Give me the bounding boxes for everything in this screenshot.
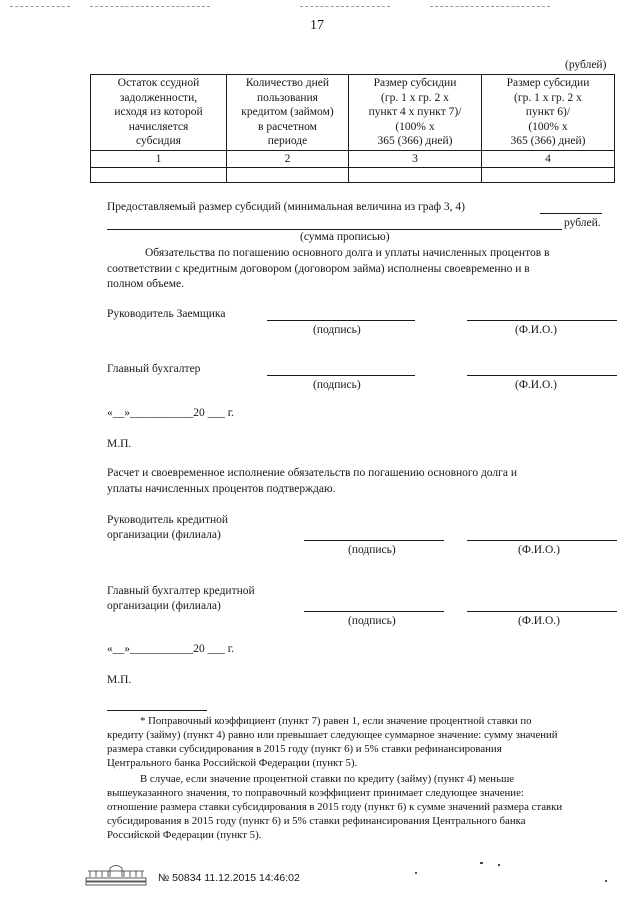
confirmation-text: уплаты начисленных процентов подтверждаю. (107, 483, 336, 495)
footnote-text: размера ставки субсидирования в 2015 году (пункт 6) и 5% ставки рефинансирования (107, 743, 502, 755)
page-number: 17 (310, 18, 324, 33)
footnote-text: кредиту (займу) (пункт 4) равно или превышает следующее суммарное значение: сумму значений (107, 729, 558, 741)
signature-caption: (подпись) (348, 615, 396, 627)
rubles-suffix: рублей. (564, 217, 601, 229)
scan-artifact (480, 862, 483, 864)
seal-label: М.П. (107, 438, 132, 450)
bank-accountant-fio-field[interactable] (467, 611, 617, 612)
scan-artifact (90, 6, 210, 7)
fio-caption: (Ф.И.О.) (515, 379, 557, 391)
table-cell: 3 (349, 150, 482, 168)
scan-artifact (300, 6, 390, 7)
footnote-text: вышеуказанного значения, то поправочный коэффициент принимает следующее значение: (107, 787, 524, 799)
fio-caption: (Ф.И.О.) (518, 615, 560, 627)
obligations-text: соответствии с кредитным договором (договором займа) исполнены своевременно и в (107, 263, 530, 275)
borrower-head-fio-field[interactable] (467, 320, 617, 321)
table-header-cell: Остаток ссудной задолженности, исходя из которой начисляется субсидия (91, 75, 227, 151)
table-cell (227, 168, 349, 183)
table-cell (349, 168, 482, 183)
footnote-text: отношение размера ставки субсидирования в 2015 году (пункт 6) к сумме значений размера ставки (107, 801, 563, 813)
seal-label: М.П. (107, 674, 132, 686)
footnote-text: В случае, если значение процентной ставки по кредиту (займу) (пункт 4) меньше (140, 773, 515, 785)
footnote-text: субсидирования в 2015 году (пункт 6) и 5% ставки рефинансирования Центрального банка (107, 815, 526, 827)
date-line: «__»___________20 ___ г. (107, 407, 235, 419)
bank-accountant-label: организации (филиала) (107, 600, 221, 612)
table-number-row (91, 150, 615, 168)
footnote-text: Центрального банка Российской Федерации (пункт 5). (107, 757, 358, 769)
scan-artifact (430, 6, 550, 7)
signature-caption: (подпись) (313, 324, 361, 336)
fio-caption: (Ф.И.О.) (515, 324, 557, 336)
subsidy-amount-field[interactable] (540, 213, 602, 214)
bank-accountant-signature-field[interactable] (304, 611, 444, 612)
bank-head-signature-field[interactable] (304, 540, 444, 541)
table-row (91, 168, 615, 183)
scan-artifact (605, 880, 607, 882)
borrower-head-label: Руководитель Заемщика (107, 308, 226, 320)
bank-head-label: Руководитель кредитной (107, 514, 229, 526)
date-line: «__»___________20 ___ г. (107, 643, 235, 655)
chief-accountant-fio-field[interactable] (467, 375, 617, 376)
obligations-text: Обязательства по погашению основного долга и уплаты начисленных процентов в (145, 247, 550, 259)
signature-caption: (подпись) (313, 379, 361, 391)
footnote-text: * Поправочный коэффициент (пункт 7) равен 1, если значение процентной ставки по (140, 715, 532, 727)
document-registration-stamp: № 50834 11.12.2015 14:46:02 (158, 872, 300, 884)
scan-artifact (415, 872, 417, 874)
scan-artifact (498, 864, 500, 866)
subsidy-amount-label: Предоставляемый размер субсидий (минимальная величина из граф 3, 4) (107, 201, 466, 213)
footnote-text: Российской Федерации (пункт 5). (107, 829, 262, 841)
chief-accountant-signature-field[interactable] (267, 375, 415, 376)
bank-head-fio-field[interactable] (467, 540, 617, 541)
table-header-cell: Количество дней пользования кредитом (займом) в расчетном периоде (227, 75, 349, 151)
borrower-head-signature-field[interactable] (267, 320, 415, 321)
footnote-separator (107, 710, 207, 711)
bank-accountant-label: Главный бухгалтер кредитной (107, 585, 255, 597)
table-header-cell: Размер субсидии (гр. 1 х гр. 2 х пункт 4 х пункт 7)/ (100% х 365 (366) дней) (349, 75, 482, 151)
table-cell (91, 168, 227, 183)
confirmation-text: Расчет и своевременное исполнение обязательств по погашению основного долга и (107, 467, 517, 479)
table-header-cell: Размер субсидии (гр. 1 х гр. 2 х пункт 6)/ (100% х 365 (366) дней) (482, 75, 615, 151)
subsidy-table (90, 74, 615, 183)
bank-head-label: организации (филиала) (107, 529, 221, 541)
fio-caption: (Ф.И.О.) (518, 544, 560, 556)
registry-building-icon (84, 864, 148, 886)
table-cell (482, 168, 615, 183)
scan-artifact (10, 6, 70, 7)
amount-words-caption: (сумма прописью) (300, 231, 390, 243)
table-cell: 1 (91, 150, 227, 168)
obligations-text: полном объеме. (107, 278, 184, 290)
signature-caption: (подпись) (348, 544, 396, 556)
chief-accountant-label: Главный бухгалтер (107, 363, 201, 375)
table-cell: 4 (482, 150, 615, 168)
table-header-row (91, 75, 615, 151)
units-note: (рублей) (565, 59, 607, 71)
table-cell: 2 (227, 150, 349, 168)
